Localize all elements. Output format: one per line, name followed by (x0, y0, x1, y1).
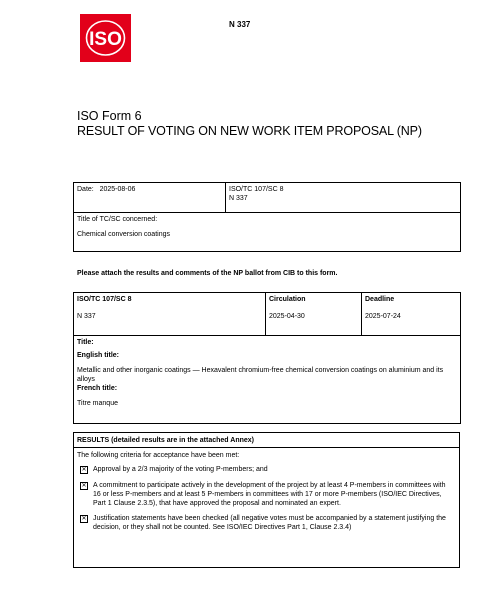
date-label: Date: (77, 186, 94, 193)
title-of-tc-cell (74, 213, 461, 252)
checkbox-checked-icon[interactable]: ✕ (81, 516, 87, 522)
committee-cell (226, 183, 461, 213)
criterion-text: A commitment to participate actively in the development of the project by at least 4 P-members in committees with 16 or less P-members and at least 5 P-members in committees with 17 or more P-members (ISO/IEC Directives, Part 1 Clause 2.3.5), that have approved the proposal and nominated an expert. (93, 482, 446, 507)
criterion-text: Approval by a 2/3 majority of the voting P-members; and (93, 466, 268, 473)
ballot-committee-cell (74, 293, 266, 336)
results-intro: The following criteria for acceptance have been met: (77, 452, 240, 459)
checkbox-checked-icon[interactable]: ✕ (81, 483, 87, 489)
date-value: 2025-08-06 (99, 186, 136, 193)
committee-value: ISO/TC 107/SC 8 (229, 186, 284, 193)
results-section (73, 432, 460, 568)
circulation-value: 2025-04-30 (269, 313, 305, 320)
ballot-committee: ISO/TC 107/SC 8 (77, 296, 132, 303)
iso-logo (80, 14, 131, 62)
title-of-tc-value: Chemical conversion coatings (77, 231, 170, 238)
deadline-cell (362, 293, 461, 336)
form-title-line1: ISO Form 6 (77, 109, 142, 123)
english-title-value: Metallic and other inorganic coatings — Hexavalent chromium-free chemical conversion coatings on aluminium and its alloys (77, 367, 444, 383)
ballot-table (73, 292, 461, 424)
iso-globe-icon (80, 14, 131, 62)
circulation-label: Circulation (269, 296, 306, 303)
attach-instruction: Please attach the results and comments of the NP ballot from CIB to this form. (77, 270, 338, 277)
info-table (73, 182, 461, 252)
title-label: Title: (77, 339, 94, 346)
criterion-item (77, 465, 459, 474)
title-cell (74, 336, 461, 424)
criterion-text: Justification statements have been checked (all negative votes must be accompanied by a statement justifying the decision, or they shall not be counted. See ISO/IEC Directives Part 1, Clause 2.3.4) (93, 515, 446, 531)
form-title-line2: RESULT OF VOTING ON NEW WORK ITEM PROPOSAL (NP) (77, 124, 422, 138)
document-number: N 337 (229, 20, 251, 29)
doc-number-value: N 337 (229, 195, 248, 202)
form-title (77, 109, 422, 139)
english-title-label: English title: (77, 352, 119, 359)
date-cell (74, 183, 226, 213)
deadline-label: Deadline (365, 296, 395, 303)
results-heading: RESULTS (detailed results are in the attached Annex) (74, 433, 459, 448)
logo-text: ISO (89, 29, 122, 50)
checkbox-checked-icon[interactable]: ✕ (81, 467, 87, 473)
french-title-value: Titre manque (77, 400, 118, 407)
circulation-cell (266, 293, 362, 336)
french-title-label: French title: (77, 385, 118, 392)
criterion-item (77, 514, 459, 532)
ballot-doc-number: N 337 (77, 313, 96, 320)
deadline-value: 2025-07-24 (365, 313, 401, 320)
title-of-tc-label: Title of TC/SC concerned: (77, 216, 158, 223)
criterion-item (77, 481, 459, 508)
